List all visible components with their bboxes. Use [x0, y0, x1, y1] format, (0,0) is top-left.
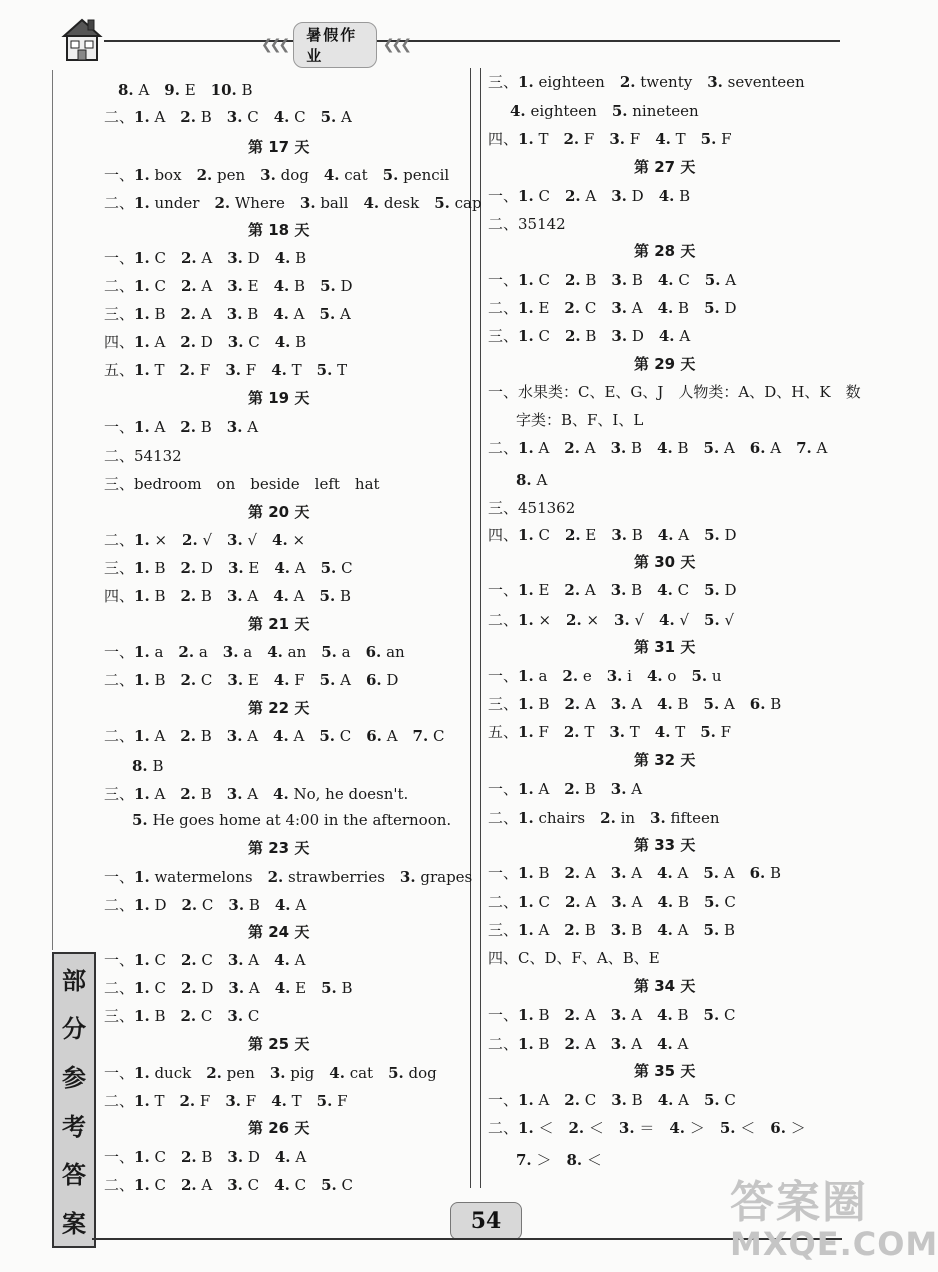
answer-line: 二、1. C 2. A 3. A 4. B 5. C — [488, 893, 736, 911]
answer-line: 一、1. a 2. a 3. a 4. an 5. a 6. an — [104, 643, 405, 661]
answer-line: 二、1. B 2. A 3. A 4. A — [488, 1035, 689, 1053]
chevron-left-icon: ❮❮❮ — [261, 37, 288, 53]
answer-line: 二、1. chairs 2. in 3. fifteen — [488, 809, 720, 827]
answer-line: 一、1. C 2. C 3. A 4. A — [104, 951, 306, 969]
answer-line: 5. He goes home at 4:00 in the afternoon. — [132, 811, 452, 829]
answer-line: 二、1. B 2. C 3. E 4. F 5. A 6. D — [104, 671, 399, 689]
answer-line: 四、1. B 2. B 3. A 4. A 5. B — [104, 587, 351, 605]
day-heading: 第 27 天 — [634, 158, 696, 176]
answer-line: 二、1. C 2. A 3. C 4. C 5. C — [104, 1176, 353, 1194]
answer-line: 二、1. T 2. F 3. F 4. T 5. F — [104, 1092, 348, 1110]
page-number: 54 — [450, 1202, 522, 1240]
answer-line: 二、1. × 2. √ 3. √ 4. × — [104, 531, 306, 549]
chevron-right-icon: ❮❮❮ — [382, 37, 409, 53]
answer-line: 三、1. B 2. C 3. C — [104, 1007, 260, 1025]
day-heading: 第 21 天 — [248, 615, 310, 633]
day-heading: 第 23 天 — [248, 839, 310, 857]
answer-line: 一、1. watermelons 2. strawberries 3. grapes — [104, 868, 473, 886]
answer-line: 一、1. C 2. A 3. D 4. B — [488, 187, 691, 205]
answer-line: 一、1. box 2. pen 3. dog 4. cat 5. pencil — [104, 166, 450, 184]
answer-line: 二、1. under 2. Where 3. ball 4. desk 5. cap — [104, 194, 482, 212]
day-heading: 第 28 天 — [634, 242, 696, 260]
answer-line: 二、1. E 2. C 3. A 4. B 5. D — [488, 299, 737, 317]
day-heading: 第 30 天 — [634, 553, 696, 571]
answer-line: 四、1. A 2. D 3. C 4. B — [104, 333, 307, 351]
watermark-line2: MXQE.COM — [730, 1225, 938, 1263]
header-title: 暑假作业 — [293, 22, 377, 68]
answer-line: 二、35142 — [488, 215, 566, 233]
answer-line: 一、1. C 2. A 3. D 4. B — [104, 249, 307, 267]
answer-line: 二、1. C 2. D 3. A 4. E 5. B — [104, 979, 353, 997]
answer-line: 一、1. E 2. A 3. B 4. C 5. D — [488, 581, 737, 599]
section-label-char: 参 — [62, 1064, 86, 1093]
day-heading: 第 26 天 — [248, 1119, 310, 1137]
answer-line: 二、1. ＜ 2. ＜ 3. ＝ 4. ＞ 5. ＜ 6. ＞ — [488, 1119, 806, 1137]
answer-line: 8. B — [132, 757, 164, 775]
answer-line: 二、54132 — [104, 447, 182, 465]
watermark-line1: 答案圈 — [730, 1177, 868, 1228]
header-banner — [255, 26, 415, 65]
answer-line: 五、1. T 2. F 3. F 4. T 5. T — [104, 361, 348, 379]
section-label-char: 答 — [62, 1161, 86, 1190]
answer-line: 三、1. B 2. A 3. A 4. B 5. A 6. B — [488, 695, 782, 713]
answer-line: 8. A — [516, 471, 548, 489]
answer-line: 一、1. A 2. B 3. A — [104, 418, 259, 436]
watermark — [730, 1177, 938, 1270]
day-heading: 第 29 天 — [634, 355, 696, 373]
answer-line: 一、1. C 2. B 3. B 4. C 5. A — [488, 271, 737, 289]
day-heading: 第 24 天 — [248, 923, 310, 941]
day-heading: 第 17 天 — [248, 138, 310, 156]
answer-line: 一、水果类：C、E、G、J 人物类：A、D、H、K 数 — [488, 383, 861, 401]
answer-line: 三、1. A 2. B 3. A 4. No, he doesn't. — [104, 785, 409, 803]
answer-line: 四、1. T 2. F 3. F 4. T 5. F — [488, 130, 732, 148]
answer-line: 一、1. B 2. A 3. A 4. B 5. C — [488, 1006, 736, 1024]
day-heading: 第 20 天 — [248, 503, 310, 521]
left-margin-rule — [52, 70, 53, 950]
section-label-char: 考 — [62, 1112, 86, 1141]
day-heading: 第 18 天 — [248, 221, 310, 239]
answer-line: 二、1. A 2. A 3. B 4. B 5. A 6. A 7. A — [488, 439, 828, 457]
answer-line: 一、1. C 2. B 3. D 4. A — [104, 1148, 307, 1166]
day-heading: 第 34 天 — [634, 977, 696, 995]
column-divider — [470, 68, 471, 1188]
answer-line: 8. A 9. E 10. B — [118, 81, 253, 99]
answer-line: 三、1. B 2. D 3. E 4. A 5. C — [104, 559, 353, 577]
answer-line: 字类：B、F、I、L — [516, 411, 644, 429]
answer-line: 五、1. F 2. T 3. T 4. T 5. F — [488, 723, 732, 741]
answer-line: 三、1. B 2. A 3. B 4. A 5. A — [104, 305, 351, 323]
house-icon — [58, 14, 106, 64]
answer-line: 一、1. A 2. C 3. B 4. A 5. C — [488, 1091, 736, 1109]
day-heading: 第 32 天 — [634, 751, 696, 769]
answer-line: 三、451362 — [488, 499, 576, 517]
answer-line: 二、1. A 2. B 3. A 4. A 5. C 6. A 7. C — [104, 727, 445, 745]
answer-line: 一、1. duck 2. pen 3. pig 4. cat 5. dog — [104, 1064, 437, 1082]
day-heading: 第 33 天 — [634, 836, 696, 854]
day-heading: 第 31 天 — [634, 638, 696, 656]
section-label-char: 分 — [62, 1015, 86, 1044]
day-heading: 第 35 天 — [634, 1062, 696, 1080]
day-heading: 第 19 天 — [248, 389, 310, 407]
answer-line: 四、1. C 2. E 3. B 4. A 5. D — [488, 526, 737, 544]
answer-line: 二、1. D 2. C 3. B 4. A — [104, 896, 307, 914]
section-label-char: 部 — [62, 966, 86, 995]
column-divider — [480, 68, 481, 1188]
answer-line: 三、1. C 2. B 3. D 4. A — [488, 327, 691, 345]
answer-line: 一、1. B 2. A 3. A 4. A 5. A 6. B — [488, 864, 782, 882]
section-label-char: 案 — [62, 1210, 86, 1239]
day-heading: 第 25 天 — [248, 1035, 310, 1053]
answer-line: 7. ＞ 8. ＜ — [516, 1151, 602, 1169]
day-heading: 第 22 天 — [248, 699, 310, 717]
answer-line: 三、1. eighteen 2. twenty 3. seventeen — [488, 73, 805, 91]
answer-line: 二、1. × 2. × 3. √ 4. √ 5. √ — [488, 611, 735, 629]
answer-line: 三、bedroom on beside left hat — [104, 475, 380, 493]
header-rule — [100, 40, 840, 42]
answer-line: 四、C、D、F、A、B、E — [488, 949, 660, 967]
answer-line: 4. eighteen 5. nineteen — [510, 102, 699, 120]
answer-line: 一、1. A 2. B 3. A — [488, 780, 643, 798]
answer-line: 一、1. a 2. e 3. i 4. o 5. u — [488, 667, 722, 685]
answer-line: 二、1. C 2. A 3. E 4. B 5. D — [104, 277, 353, 295]
answer-line: 三、1. A 2. B 3. B 4. A 5. B — [488, 921, 735, 939]
answer-line: 二、1. A 2. B 3. C 4. C 5. A — [104, 108, 352, 126]
section-label-box — [52, 952, 96, 1248]
